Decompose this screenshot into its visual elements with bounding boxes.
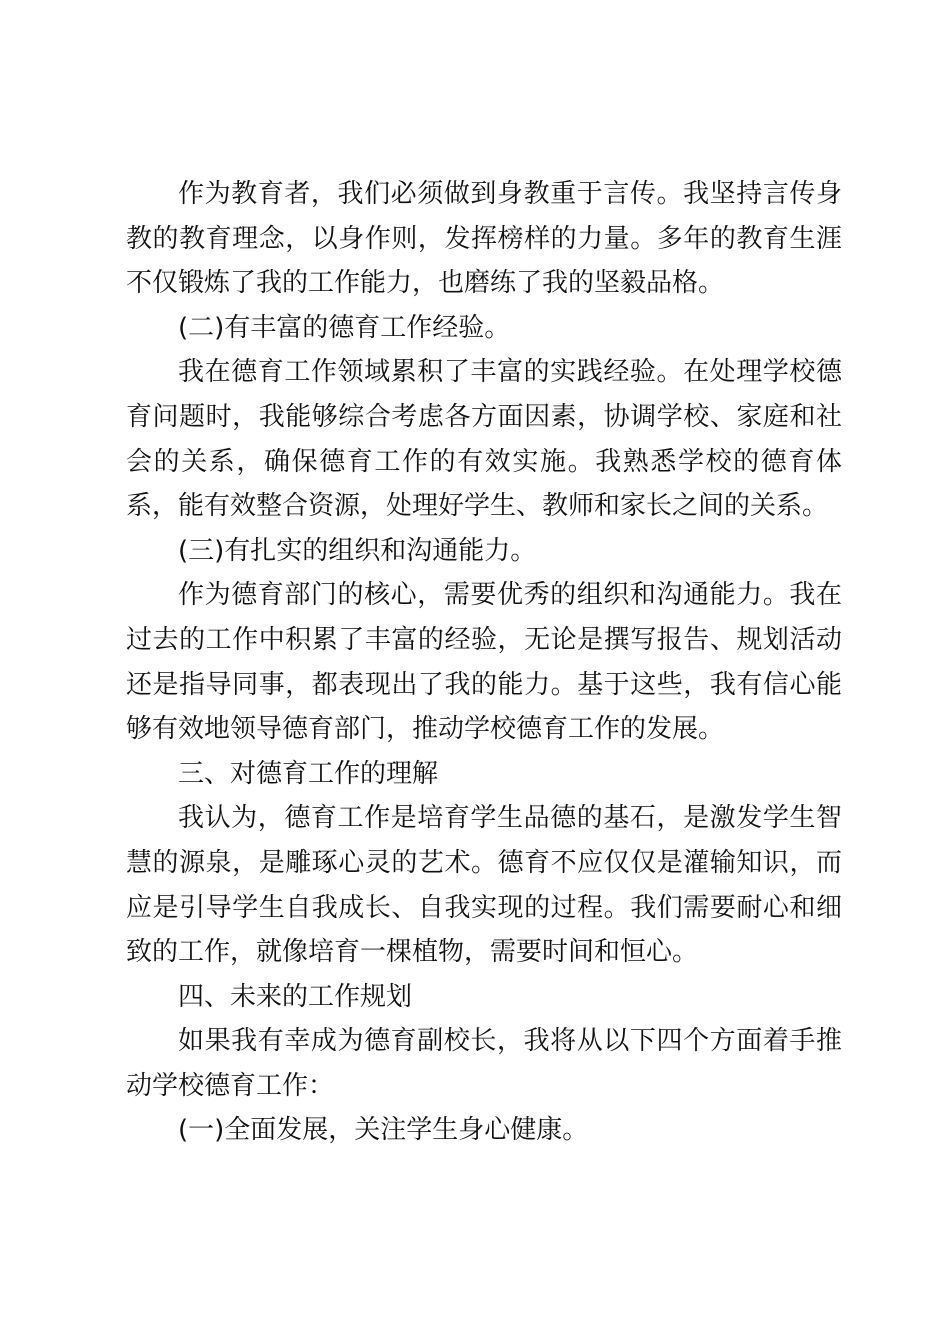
paragraph-role-model: 作为教育者，我们必须做到身教重于言传。我坚持言传身教的教育理念，以身作则，发挥榜样的力量。多年的教育生涯不仅锻炼了我的工作能力，也磨练了我的坚毅品格。 <box>126 179 842 299</box>
document-body <box>126 172 842 1153</box>
heading-understanding-moral-education: 三、对德育工作的理解 <box>178 758 439 789</box>
heading-all-round-development: (一)全面发展，关注学生身心健康。 <box>178 1115 589 1146</box>
paragraph-understanding: 我认为，德育工作是培育学生品德的基石，是激发学生智慧的源泉，是雕琢心灵的艺术。德育不应仅仅是灌输知识，而应是引导学生自我成长、自我实现的过程。我们需要耐心和细致的工作，就像培育一棵植物，需要时间和恒心。 <box>126 803 842 968</box>
paragraph-practical-experience: 我在德育工作领域累积了丰富的实践经验。在处理学校德育问题时，我能够综合考虑各方面因素，协调学校、家庭和社会的关系，确保德育工作的有效实施。我熟悉学校的德育体系，能有效整合资源，处理好学生、教师和家长之间的关系。 <box>126 357 842 522</box>
heading-organization-communication: (三)有扎实的组织和沟通能力。 <box>178 535 537 566</box>
heading-future-plan: 四、未来的工作规划 <box>178 981 413 1012</box>
heading-moral-education-experience: (二)有丰富的德育工作经验。 <box>178 312 511 343</box>
paragraph-future-plan: 如果我有幸成为德育副校长，我将从以下四个方面着手推动学校德育工作： <box>126 1026 842 1101</box>
paragraph-organization-ability: 作为德育部门的核心，需要优秀的组织和沟通能力。我在过去的工作中积累了丰富的经验，无论是撰写报告、规划活动还是指导同事，都表现出了我的能力。基于这些，我有信心能够有效地领导德育部门，推动学校德育工作的发展。 <box>126 580 842 745</box>
